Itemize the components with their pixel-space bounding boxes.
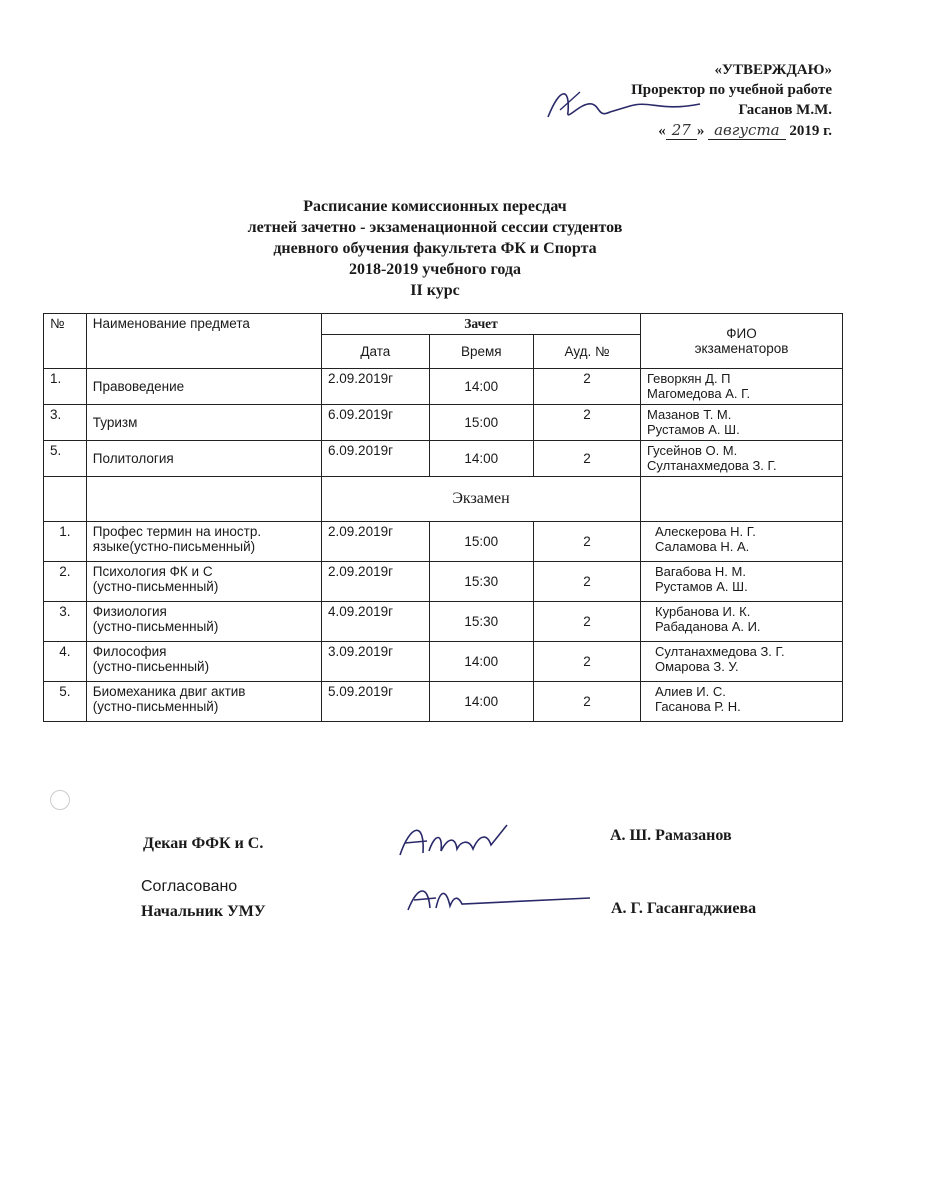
table-row: 4. Философия (устно-письенный) 3.09.2019г 14:00 2 Султанахмедова З. Г. Омарова З. У. [44,642,843,682]
umu-title: Начальник УМУ [141,903,266,920]
approval-day: 27 [666,121,697,140]
header-num: № [44,314,87,369]
table-row: 3. Туризм 6.09.2019г 15:00 2 Мазанов Т. М. Рустамов А. Ш. [44,405,843,441]
agreed-label: Согласовано [141,878,238,895]
dean-title: Декан ФФК и С. [143,835,264,852]
umu-name: А. Г. Гасангаджиева [611,900,757,917]
umu-signature [400,880,600,920]
exam-section-title: Экзамен [322,477,641,522]
table-row: 1. Профес термин на иностр. языке(устно-письменный) 2.09.2019г 15:00 2 Алескерова Н. Г. Саламова Н. А. [44,522,843,562]
dean-name: А. Ш. Рамазанов [610,827,732,844]
table-row: 3. Физиология (устно-письменный) 4.09.2019г 15:30 2 Курбанова И. К. Рабаданова А. И. [44,602,843,642]
document-title: Расписание комиссионных пересдач летней зачетно - экзаменационной сессии студентов дневного обучения факультета ФК и Спорта 2018-2019 учебного года II курс [247,198,623,299]
table-row: 5. Биомеханика двиг актив (устно-письменный) 5.09.2019г 14:00 2 Алиев И. С. Гасанова Р. Н. [44,682,843,722]
approval-name: Гасанов М.М. [738,102,832,118]
dean-signature [395,815,515,870]
header-subject: Наименование предмета [86,314,321,369]
table-row: 5. Политология 6.09.2019г 14:00 2 Гусейнов О. М. Султанахмедова З. Г. [44,441,843,477]
approval-position: Проректор по учебной работе [631,82,832,98]
approval-month: августа [708,121,786,140]
approval-stamp: «УТВЕРЖДАЮ» [714,62,832,78]
table-row: 2. Психология ФК и С (устно-письменный) 2.09.2019г 15:30 2 Вагабова Н. М. Рустамов А. Ш. [44,562,843,602]
binder-hole [50,790,70,810]
header-time: Время [429,335,533,369]
header-date: Дата [322,335,430,369]
header-row [44,314,843,335]
vice-rector-signature [540,82,710,132]
approval-year: 2019 г. [789,123,832,139]
header-fio: ФИО экзаменаторов [641,314,843,369]
table-row: 1. Правоведение 2.09.2019г 14:00 2 Геворкян Д. П Магомедова А. Г. [44,369,843,405]
approval-date: « 27 » августа 2019 г. [658,121,832,139]
header-zachet: Зачет [322,314,641,335]
exam-section-row [44,477,843,522]
header-room: Ауд. № [533,335,640,369]
schedule-table [43,313,843,722]
